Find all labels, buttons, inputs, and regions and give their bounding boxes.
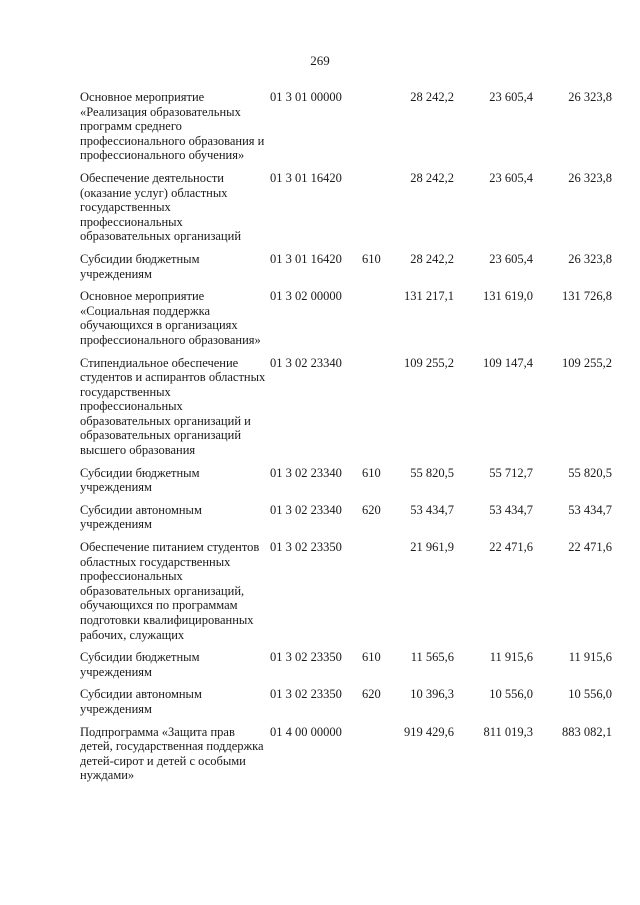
row-value-1: 28 242,2 <box>410 90 454 104</box>
table-row <box>0 252 640 281</box>
page-number: 269 <box>310 53 330 68</box>
row-value-2: 23 605,4 <box>489 251 533 266</box>
row-code: 01 3 01 16420 <box>270 170 342 185</box>
row-code: 01 4 00 00000 <box>270 724 342 739</box>
row-value-1: 10 396,3 <box>410 687 454 702</box>
row-expense-type: 620 <box>362 502 381 517</box>
row-value-3: 53 434,7 <box>568 502 612 517</box>
row-value-3: 131 726,8 <box>562 289 612 304</box>
row-code: 01 3 02 23340 <box>270 355 342 370</box>
row-value-2: 109 147,4 <box>483 355 533 370</box>
row-value-2: 53 434,7 <box>489 502 533 517</box>
row-name: Стипендиальное обеспечение студентов и аспирантов областных государственных профессиональных образовательных организаций и образовательных организаций высшего образования <box>80 355 266 458</box>
row-value-2: 23 605,4 <box>489 90 533 104</box>
row-value-1: 919 429,6 <box>404 724 454 739</box>
row-expense-type: 610 <box>362 251 381 266</box>
table-row <box>0 356 640 458</box>
row-code: 01 3 02 23350 <box>270 650 342 665</box>
row-value-3: 10 556,0 <box>568 687 612 702</box>
row-expense-type: 610 <box>362 465 381 480</box>
row-value-1: 53 434,7 <box>410 502 454 517</box>
row-value-2: 23 605,4 <box>489 170 533 185</box>
row-value-3: 109 255,2 <box>562 355 612 370</box>
row-code: 01 3 01 16420 <box>270 251 342 266</box>
table-row <box>0 90 640 163</box>
row-code: 01 3 02 23340 <box>270 502 342 517</box>
row-name: Субсидии автономным учреждениям <box>80 502 202 532</box>
row-value-3: 883 082,1 <box>562 724 612 739</box>
row-value-1: 131 217,1 <box>404 289 454 304</box>
table-row <box>0 687 640 716</box>
table-row <box>0 503 640 532</box>
row-value-1: 55 820,5 <box>410 465 454 480</box>
row-value-1: 28 242,2 <box>410 251 454 266</box>
table-row <box>0 171 640 244</box>
row-expense-type: 610 <box>362 650 381 665</box>
row-value-3: 22 471,6 <box>568 540 612 555</box>
row-value-1: 109 255,2 <box>404 355 454 370</box>
row-name: Основное мероприятие «Реализация образовательных программ среднего профессионального образования и профессионального обучения» <box>80 90 265 163</box>
row-name: Субсидии бюджетным учреждениям <box>80 251 200 281</box>
row-code: 01 3 02 23350 <box>270 687 342 702</box>
row-name: Основное мероприятие «Социальная поддержка обучающихся в организациях профессионального образования» <box>80 289 261 347</box>
row-value-3: 26 323,8 <box>568 90 612 104</box>
table-row <box>0 466 640 495</box>
row-value-2: 11 915,6 <box>489 650 533 665</box>
row-value-2: 131 619,0 <box>483 289 533 304</box>
row-name: Подпрограмма «Защита прав детей, государственная поддержка детей-сирот и детей с особыми нуждами» <box>80 724 264 783</box>
budget-table <box>0 90 640 791</box>
row-value-3: 26 323,8 <box>568 170 612 185</box>
row-code: 01 3 01 00000 <box>270 90 342 104</box>
row-code: 01 3 02 23340 <box>270 465 342 480</box>
row-value-2: 811 019,3 <box>483 724 533 739</box>
row-value-3: 11 915,6 <box>568 650 612 665</box>
row-code: 01 3 02 23350 <box>270 540 342 555</box>
row-name: Субсидии бюджетным учреждениям <box>80 650 200 679</box>
row-value-2: 55 712,7 <box>489 465 533 480</box>
row-value-1: 11 565,6 <box>410 650 454 665</box>
table-row <box>0 725 640 783</box>
row-name: Субсидии автономным учреждениям <box>80 687 202 716</box>
row-name: Обеспечение питанием студентов областных государственных профессиональных образовательных организаций, обучающихся по программам подготовки квалифицированных рабочих, служащих <box>80 540 260 642</box>
row-expense-type: 620 <box>362 687 381 702</box>
row-value-2: 22 471,6 <box>489 540 533 555</box>
table-row <box>0 540 640 642</box>
row-name: Обеспечение деятельности (оказание услуг) областных государственных профессиональных образовательных организаций <box>80 170 242 244</box>
table-row <box>0 289 640 347</box>
row-value-3: 55 820,5 <box>568 465 612 480</box>
table-row <box>0 650 640 679</box>
row-value-2: 10 556,0 <box>489 687 533 702</box>
row-name: Субсидии бюджетным учреждениям <box>80 465 200 495</box>
row-code: 01 3 02 00000 <box>270 289 342 304</box>
row-value-1: 28 242,2 <box>410 170 454 185</box>
row-value-3: 26 323,8 <box>568 251 612 266</box>
row-value-1: 21 961,9 <box>410 540 454 555</box>
